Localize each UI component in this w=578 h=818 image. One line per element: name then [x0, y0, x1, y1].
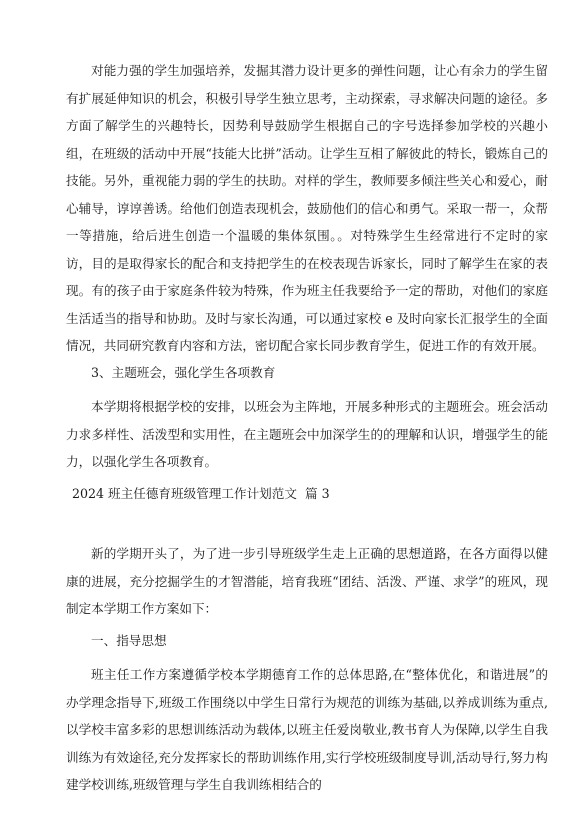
item-3-title: 3、主题班会，强化学生各项教育 — [91, 365, 276, 380]
section-title: 2024 班主任德育班级管理工作计划范文 篇 3 — [72, 486, 330, 501]
guiding-thought-heading: 一、指导思想 — [91, 633, 167, 648]
paragraph-gifted-students: 对能力强的学生加强培养，发掘其潜力设计更多的弹性问题，让心有余力的学生留有扩展延伸知识的机会，积极引导学生独立思考，主动探索，寻求解决问题的途径。多方面了解学生的兴趣特长，因势利导鼓励学生根据自己的字号选择参加学校的兴趣小组，在班级的活动中开展“技能大比拼”活动。让学生互相了解彼此的特长，锻炼自己的技能。另外，重视能力弱的学生的扶助。对样的学生，教师要多倾注些关心和爱心，耐心辅导，谆谆善诱。给他们创造表现机会，鼓励他们的信心和勇气。采取一帮一，众帮一等措施，给后进生创造一个温暖的集体氛围。。对特殊学生生经常进行不定时的家访，目的是取得家长的配合和支持把学生的在校表现告诉家长，同时了解学生在家的表现。有的孩子由于家庭条件较为特殊，作为班主任我要给予一定的帮助，对他们的家庭生活适当的指导和协助。及时与家长沟通，可以通过家校 e 及时向家长汇报学生的全面情况，共同研究教育内容和方法，密切配合家长同步教育学生，促进工作的有效开展。 — [66, 63, 548, 353]
paragraph-class-meetings: 本学期将根据学校的安排，以班会为主阵地，开展多种形式的主题班会。班会活动力求多样性、活泼型和实用性，在主题班会中加深学生的的理解和认识，增强学生的能力，以强化学生各项教育。 — [66, 399, 548, 469]
paragraph-new-semester: 新的学期开头了，为了进一步引导班级学生走上正确的思想道路，在各方面得以健康的进展，充分挖掘学生的才智潜能，培育我班“团结、活泼、严谨、求学”的班风，现制定本学期工作方案如下： — [66, 546, 548, 616]
paragraph-work-plan: 班主任工作方案遵循学校本学期德育工作的总体思路,在“整体优化，和谐进展”的办学理念指导下,班级工作围绕以中学生日常行为规范的训练为基础,以养成训练为重点,以学校丰富多彩的思想训练活动为载体,以班主任爱岗敬业,教书育人为保障,以学生自我训练为有效途径,充分发挥家长的帮助训练作用,实行学校班级制度导训,活动导行,努力构建学校训练,班级管理与学生自我训练相结合的 — [66, 667, 548, 792]
